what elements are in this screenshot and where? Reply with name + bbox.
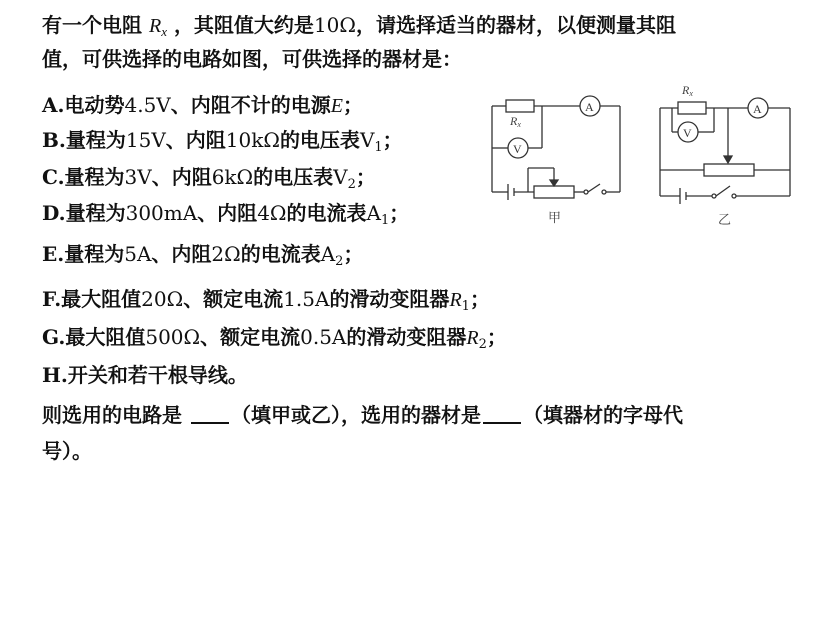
rx-resistor-icon: [506, 100, 534, 112]
ammeter-label: A: [585, 100, 594, 114]
answer-blank-circuit[interactable]: [191, 404, 229, 424]
option-a: A.电动势4.5V、内阻不计的电源E；: [42, 93, 363, 117]
answer-blank-equipment[interactable]: [483, 404, 521, 424]
rheostat-icon: [704, 164, 754, 176]
ammeter-label: A: [753, 102, 762, 116]
option-h: H.开关和若干根导线。: [42, 363, 248, 387]
rx-label: Rx: [682, 83, 693, 98]
question-line-2: 值，可供选择的电路如图，可供选择的器材是：: [42, 47, 462, 71]
diagram-label-jia: 甲: [548, 211, 562, 226]
circuit-diagram-jia: [482, 82, 632, 232]
circuit-diagram-yi: [652, 78, 802, 228]
option-d: D.量程为300mA、内阻4Ω的电流表$A_1$；: [42, 201, 410, 228]
option-f: F.最大阻值20Ω、额定电流1.5A的滑动变阻器$R_1$；: [42, 287, 490, 314]
ask-line-1: 则选用的电路是 （填甲或乙），选用的器材是 （填器材的字母代: [42, 403, 683, 427]
switch-icon: [588, 184, 600, 192]
voltmeter-label: V: [683, 126, 692, 140]
option-g: G.最大阻值500Ω、额定电流0.5A的滑动变阻器$R_2$；: [42, 325, 507, 352]
rx-resistor-icon: [678, 102, 706, 114]
diagram-label-yi: 乙: [718, 213, 732, 228]
rx-label: Rx: [510, 114, 521, 129]
voltmeter-label: V: [513, 142, 522, 156]
rheostat-icon: [534, 186, 574, 198]
option-e: E.量程为5A、内阻2Ω的电流表$A_2$；: [42, 242, 364, 269]
option-b: B.量程为15V、内阻10kΩ的电压表$V_1$；: [42, 128, 403, 155]
switch-icon: [716, 186, 730, 196]
rx-symbol: $R_x$: [148, 15, 167, 39]
question-text: 有一个电阻: [42, 13, 142, 37]
ask-line-2: 号）。: [42, 439, 92, 463]
question-line-1: 有一个电阻 $R_x$ ，其阻值大约是10Ω，请选择适当的器材，以便测量其阻: [42, 13, 676, 39]
option-c: C.量程为3V、内阻6kΩ的电压表$V_2$；: [42, 165, 376, 192]
